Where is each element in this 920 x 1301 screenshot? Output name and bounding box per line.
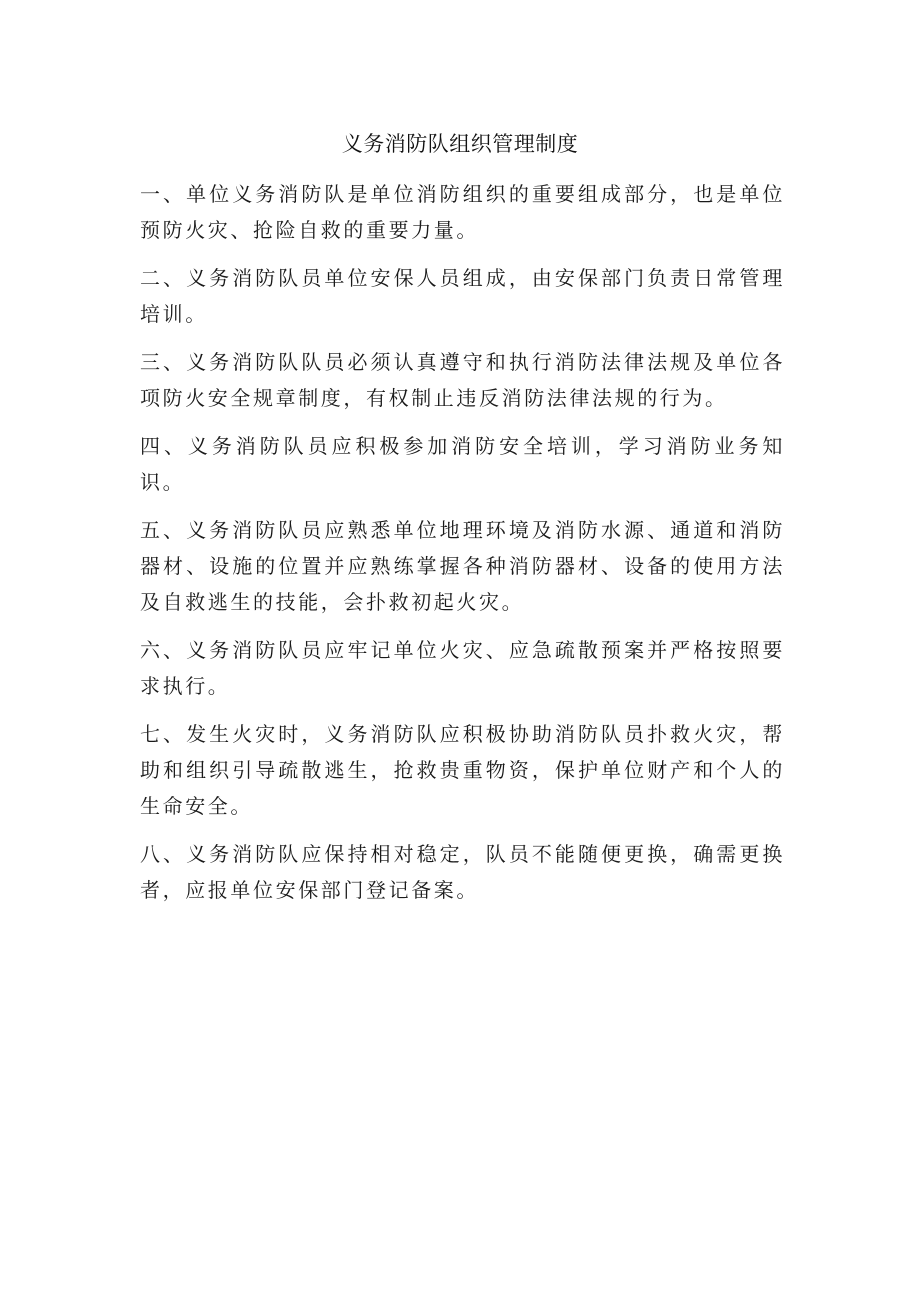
paragraph-3: 三、义务消防队队员必须认真遵守和执行消防法律法规及单位各项防火安全规章制度，有权制止违反消防法律法规的行为。	[140, 350, 785, 410]
paragraph-2: 二、义务消防队员单位安保人员组成，由安保部门负责日常管理培训。	[140, 266, 785, 326]
document-title: 义务消防队组织管理制度	[341, 132, 579, 156]
paragraph-6: 六、义务消防队员应牢记单位火灾、应急疏散预案并严格按照要求执行。	[140, 638, 785, 698]
paragraph-8: 八、义务消防队应保持相对稳定，队员不能随便更换，确需更换者，应报单位安保部门登记备案。	[140, 842, 785, 902]
document-body	[140, 176, 785, 920]
paragraph-4: 四、义务消防队员应积极参加消防安全培训，学习消防业务知识。	[140, 434, 785, 494]
paragraph-5: 五、义务消防队员应熟悉单位地理环境及消防水源、通道和消防器材、设施的位置并应熟练掌握各种消防器材、设备的使用方法及自救逃生的技能，会扑救初起火灾。	[140, 518, 785, 614]
paragraph-1: 一、单位义务消防队是单位消防组织的重要组成部分，也是单位预防火灾、抢险自救的重要力量。	[140, 182, 785, 242]
paragraph-7: 七、发生火灾时，义务消防队应积极协助消防队员扑救火灾，帮助和组织引导疏散逃生，抢救贵重物资，保护单位财产和个人的生命安全。	[140, 722, 785, 818]
